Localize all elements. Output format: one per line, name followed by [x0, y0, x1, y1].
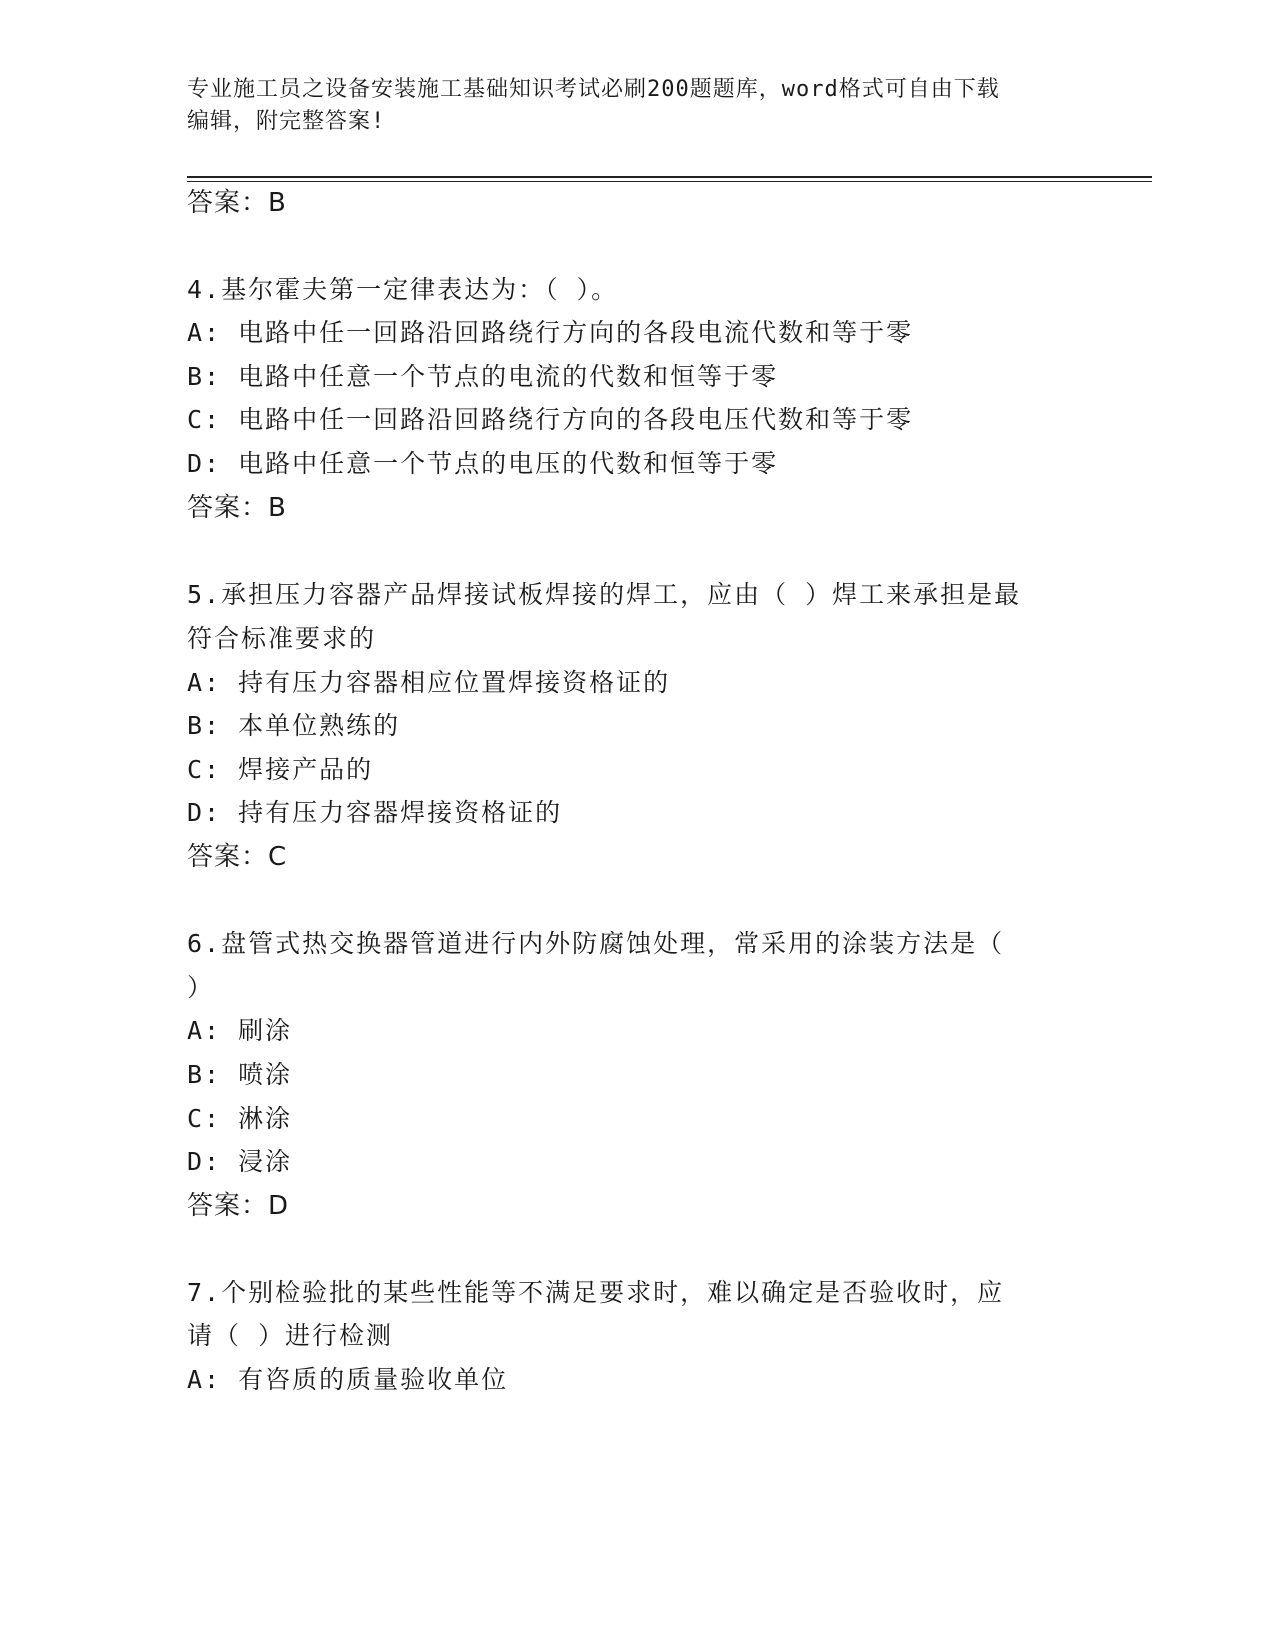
question-stem-line-1: 5.承担压力容器产品焊接试板焊接的焊工，应由（ ）焊工来承担是最 — [187, 580, 1022, 609]
answer-q4: 答案：B — [187, 493, 287, 523]
option-d: D: 浸涂 — [187, 1147, 293, 1176]
option-a: A: 刷涂 — [187, 1016, 293, 1045]
option-b: B: 本单位熟练的 — [187, 711, 401, 740]
answer-q3: 答案：B — [187, 188, 287, 218]
option-a: A: 电路中任一回路沿回路绕行方向的各段电流代数和等于零 — [187, 318, 914, 347]
header-line-1: 专业施工员之设备安装施工基础知识考试必刷200题题库，word格式可自由下载 — [187, 77, 1000, 102]
option-c: C: 焊接产品的 — [187, 755, 374, 784]
question-stem-line-2: 符合标准要求的 — [187, 624, 377, 653]
option-b: B: 电路中任意一个节点的电流的代数和恒等于零 — [187, 362, 779, 391]
answer-q6: 答案：D — [187, 1191, 290, 1221]
option-b: B: 喷涂 — [187, 1060, 293, 1089]
header-divider-thin — [187, 181, 1152, 182]
option-c: C: 淋涂 — [187, 1104, 293, 1133]
option-a: A: 有咨质的质量验收单位 — [187, 1365, 509, 1394]
question-stem-line-1: 7.个别检验批的某些性能等不满足要求时，难以确定是否验收时，应 — [187, 1278, 1005, 1307]
option-d: D: 电路中任意一个节点的电压的代数和恒等于零 — [187, 449, 779, 478]
question-stem-line-2: ） — [187, 973, 215, 1002]
option-d: D: 持有压力容器焊接资格证的 — [187, 798, 563, 827]
question-stem-line-2: 请（ ）进行检测 — [187, 1321, 394, 1350]
option-a: A: 持有压力容器相应位置焊接资格证的 — [187, 668, 671, 697]
document-header — [187, 74, 1067, 138]
header-line-2: 编辑，附完整答案! — [187, 109, 386, 134]
option-c: C: 电路中任一回路沿回路绕行方向的各段电压代数和等于零 — [187, 405, 914, 434]
question-stem: 4.基尔霍夫第一定律表达为：（ ）。 — [187, 275, 619, 304]
answer-q5: 答案：C — [187, 842, 288, 872]
header-divider-thick — [187, 176, 1152, 178]
question-stem-line-1: 6.盘管式热交换器管道进行内外防腐蚀处理，常采用的涂装方法是（ — [187, 929, 1005, 958]
